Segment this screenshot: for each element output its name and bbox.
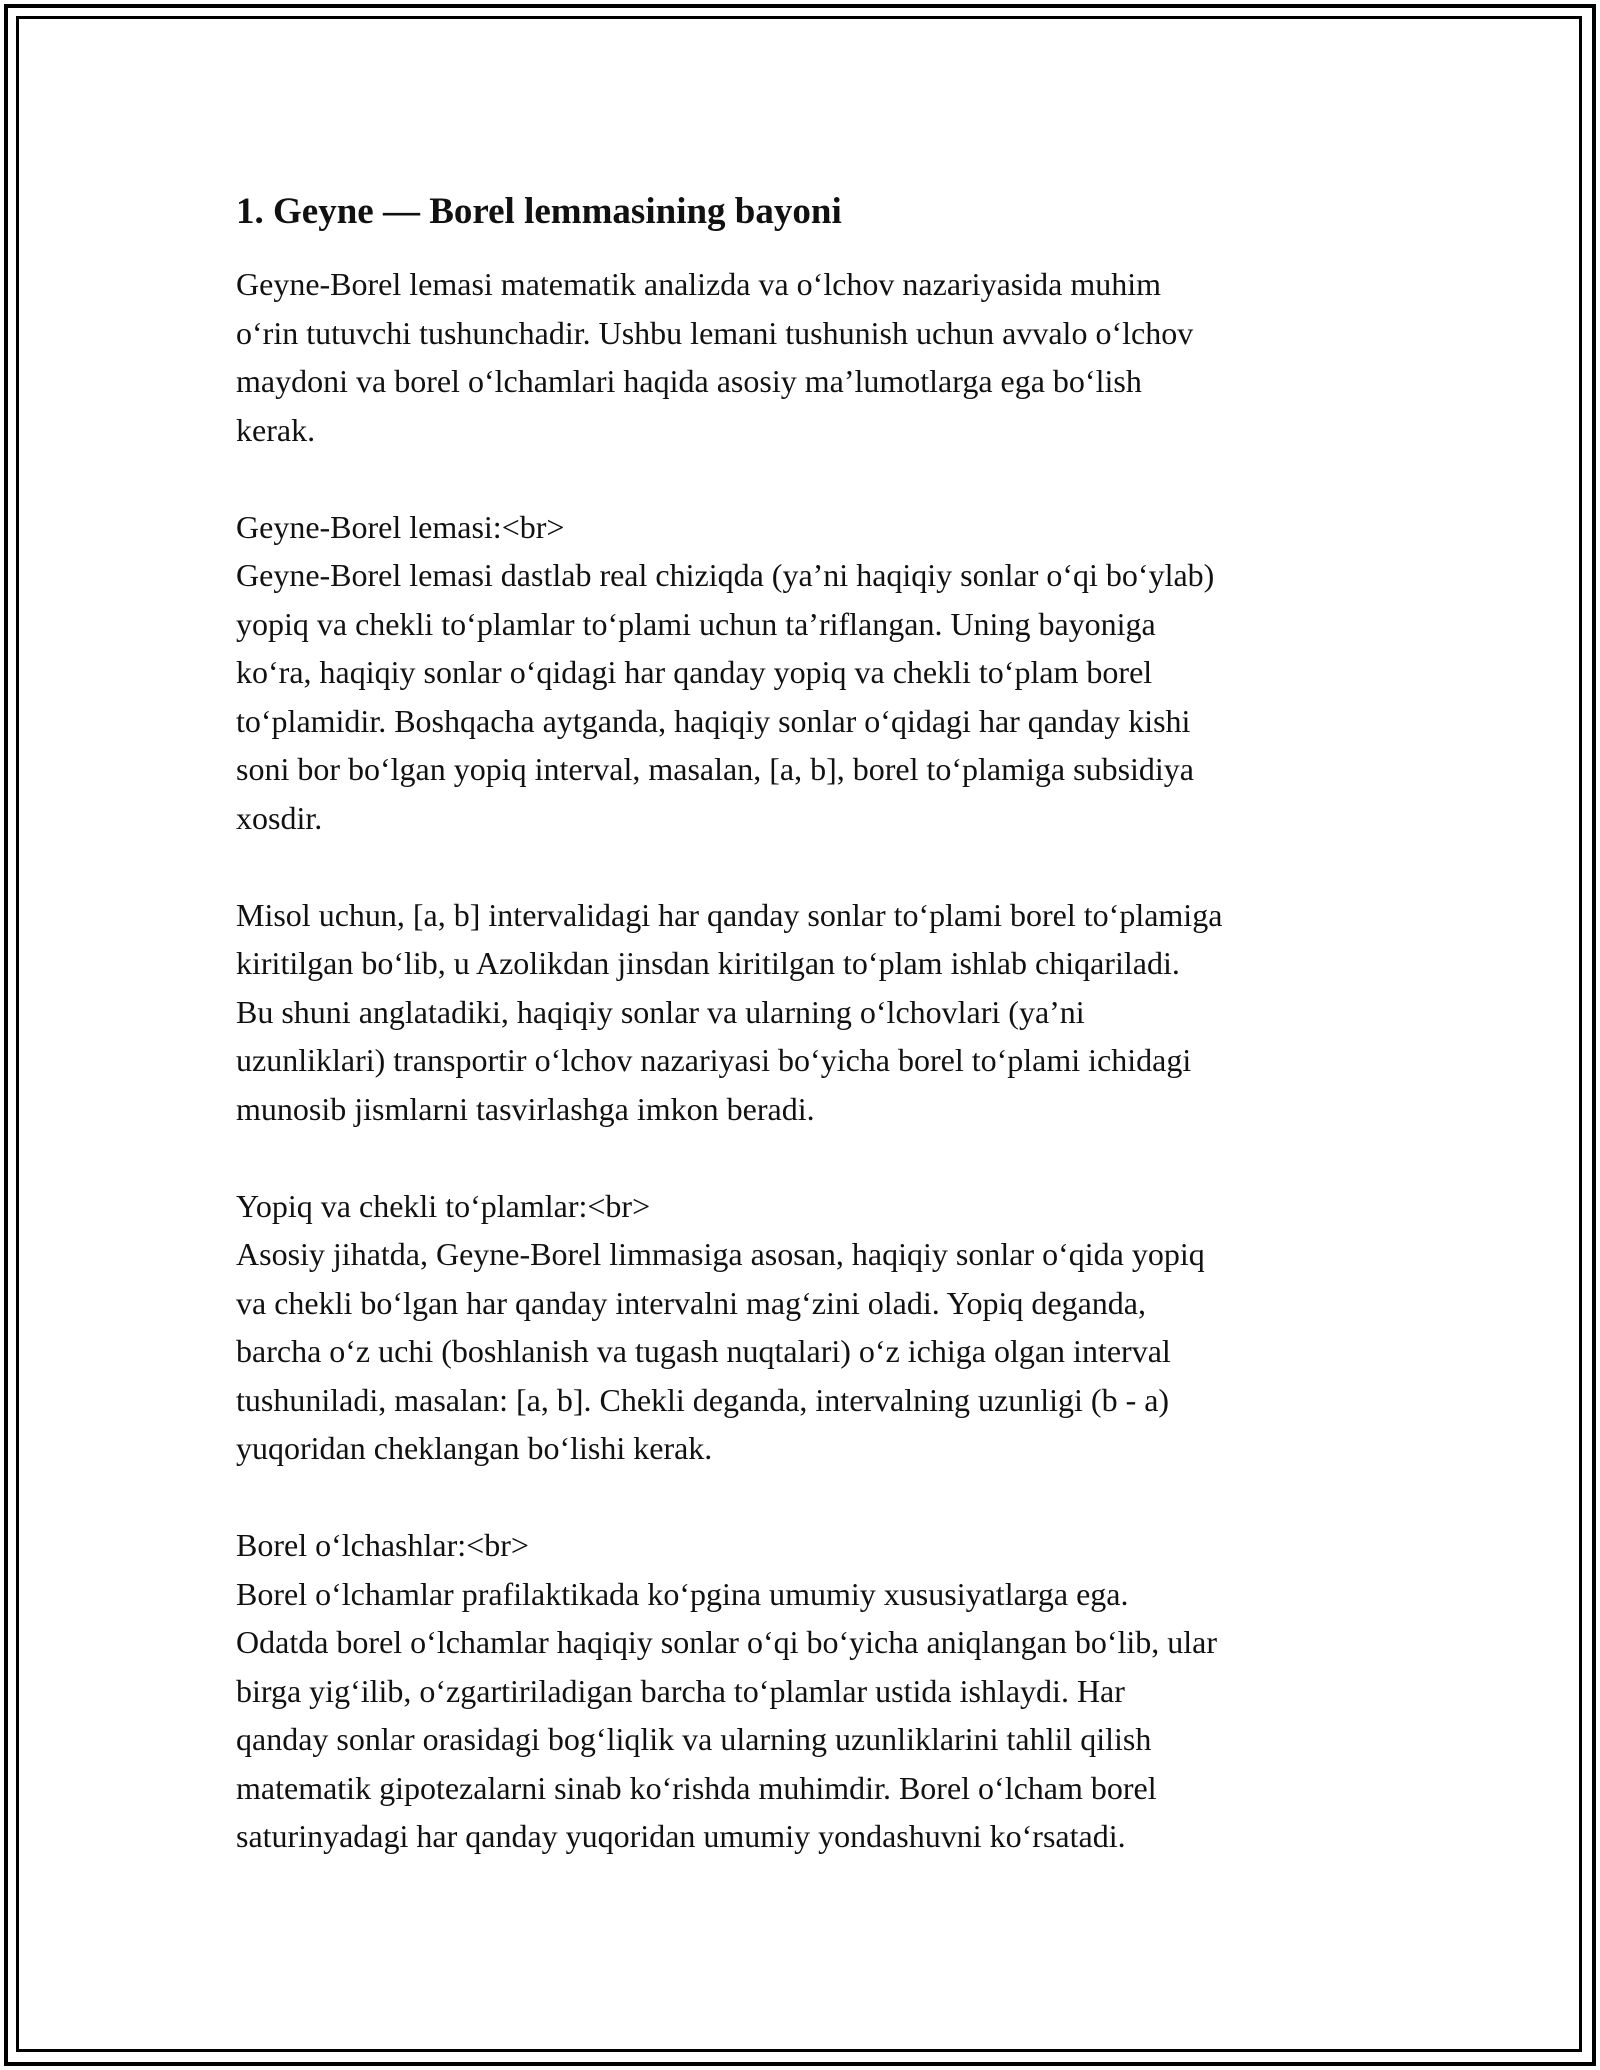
text-line: to‘plamidir. Boshqacha aytganda, haqiqiy sonlar o‘qidagi har qanday kishi	[236, 702, 1191, 739]
text-line: Geyne-Borel lemasi dastlab real chiziqda (ya’ni haqiqiy sonlar o‘qi bo‘ylab)	[236, 557, 1215, 593]
section-heading: 1. Geyne — Borel lemmasining bayoni	[236, 191, 842, 232]
document-body	[236, 186, 1386, 1861]
paragraph-gap	[236, 1133, 1386, 1182]
text-line: munosib jismlarni tasvirlashga imkon beradi.	[236, 1090, 815, 1127]
paragraph-gap	[236, 454, 1386, 503]
paragraph-gap	[236, 842, 1386, 891]
text-line: kiritilgan bo‘lib, u Azolikdan jinsdan kiritilgan to‘plam ishlab chiqariladi.	[236, 945, 1180, 981]
text-line: Borel o‘lchamlar prafilaktikada ko‘pgina umumiy xususiyatlarga ega.	[236, 1575, 1129, 1612]
text-line: va chekli bo‘lgan har qanday intervalni mag‘zini oladi. Yopiq deganda,	[236, 1284, 1146, 1321]
text-line: maydoni va borel o‘lchamlari haqida asosiy ma’lumotlarga ega bo‘lish	[236, 363, 1142, 399]
text-line: yopiq va chekli to‘plamlar to‘plami uchun ta’riflangan. Uning bayoniga	[236, 605, 1156, 642]
text-line: Yopiq va chekli to‘plamlar:<br>	[236, 1187, 651, 1224]
text-line: o‘rin tutuvchi tushunchadir. Ushbu lemani tushunish uchun avvalo o‘lchov	[236, 314, 1194, 351]
paragraph-list	[236, 260, 1386, 1861]
paragraph	[236, 260, 1386, 454]
text-line: saturinyadagi har qanday yuqoridan umumiy yondashuvni ko‘rsatadi.	[236, 1818, 1126, 1854]
text-line: Borel o‘lchashlar:<br>	[236, 1527, 529, 1563]
text-line: Asosiy jihatda, Geyne-Borel limmasiga asosan, haqiqiy sonlar o‘qida yopiq	[236, 1236, 1205, 1272]
text-line: uzunliklari) transportir o‘lchov nazariyasi bo‘yicha borel to‘plami ichidagi	[236, 1042, 1192, 1078]
text-line: tushuniladi, masalan: [a, b]. Chekli deganda, intervalning uzunligi (b - a)	[236, 1381, 1170, 1418]
text-line: matematik gipotezalarni sinab ko‘rishda muhimdir. Borel o‘lcham borel	[236, 1769, 1157, 1806]
text-line: barcha o‘z uchi (boshlanish va tugash nuqtalari) o‘z ichiga olgan interval	[236, 1333, 1171, 1369]
text-line: Bu shuni anglatadiki, haqiqiy sonlar va ularning o‘lchovlari (ya’ni	[236, 993, 1085, 1030]
text-line: Misol uchun, [a, b] intervalidagi har qanday sonlar to‘plami borel to‘plamiga	[236, 896, 1223, 933]
text-line: kerak.	[236, 411, 316, 448]
text-line: ko‘ra, haqiqiy sonlar o‘qidagi har qanday yopiq va chekli to‘plam borel	[236, 654, 1153, 690]
paragraph	[236, 503, 1386, 843]
text-line: soni bor bo‘lgan yopiq interval, masalan, [a, b], borel to‘plamiga subsidiya	[236, 751, 1194, 787]
text-line: xosdir.	[236, 799, 323, 836]
text-line: birga yig‘ilib, o‘zgartiriladigan barcha to‘plamlar ustida ishlaydi. Har	[236, 1672, 1125, 1709]
paragraph	[236, 1521, 1386, 1861]
paragraph	[236, 891, 1386, 1134]
text-line: yuqoridan cheklangan bo‘lishi kerak.	[236, 1430, 713, 1466]
paragraph	[236, 1182, 1386, 1473]
text-line: Odatda borel o‘lchamlar haqiqiy sonlar o‘qi bo‘yicha aniqlangan bo‘lib, ular	[236, 1624, 1218, 1660]
text-line: Geyne-Borel lemasi matematik analizda va o‘lchov nazariyasida muhim	[236, 266, 1161, 302]
text-line: qanday sonlar orasidagi bog‘liqlik va ularning uzunliklarini tahlil qilish	[236, 1721, 1152, 1757]
paragraph-gap	[236, 1473, 1386, 1522]
text-line: Geyne-Borel lemasi:<br>	[236, 508, 565, 545]
